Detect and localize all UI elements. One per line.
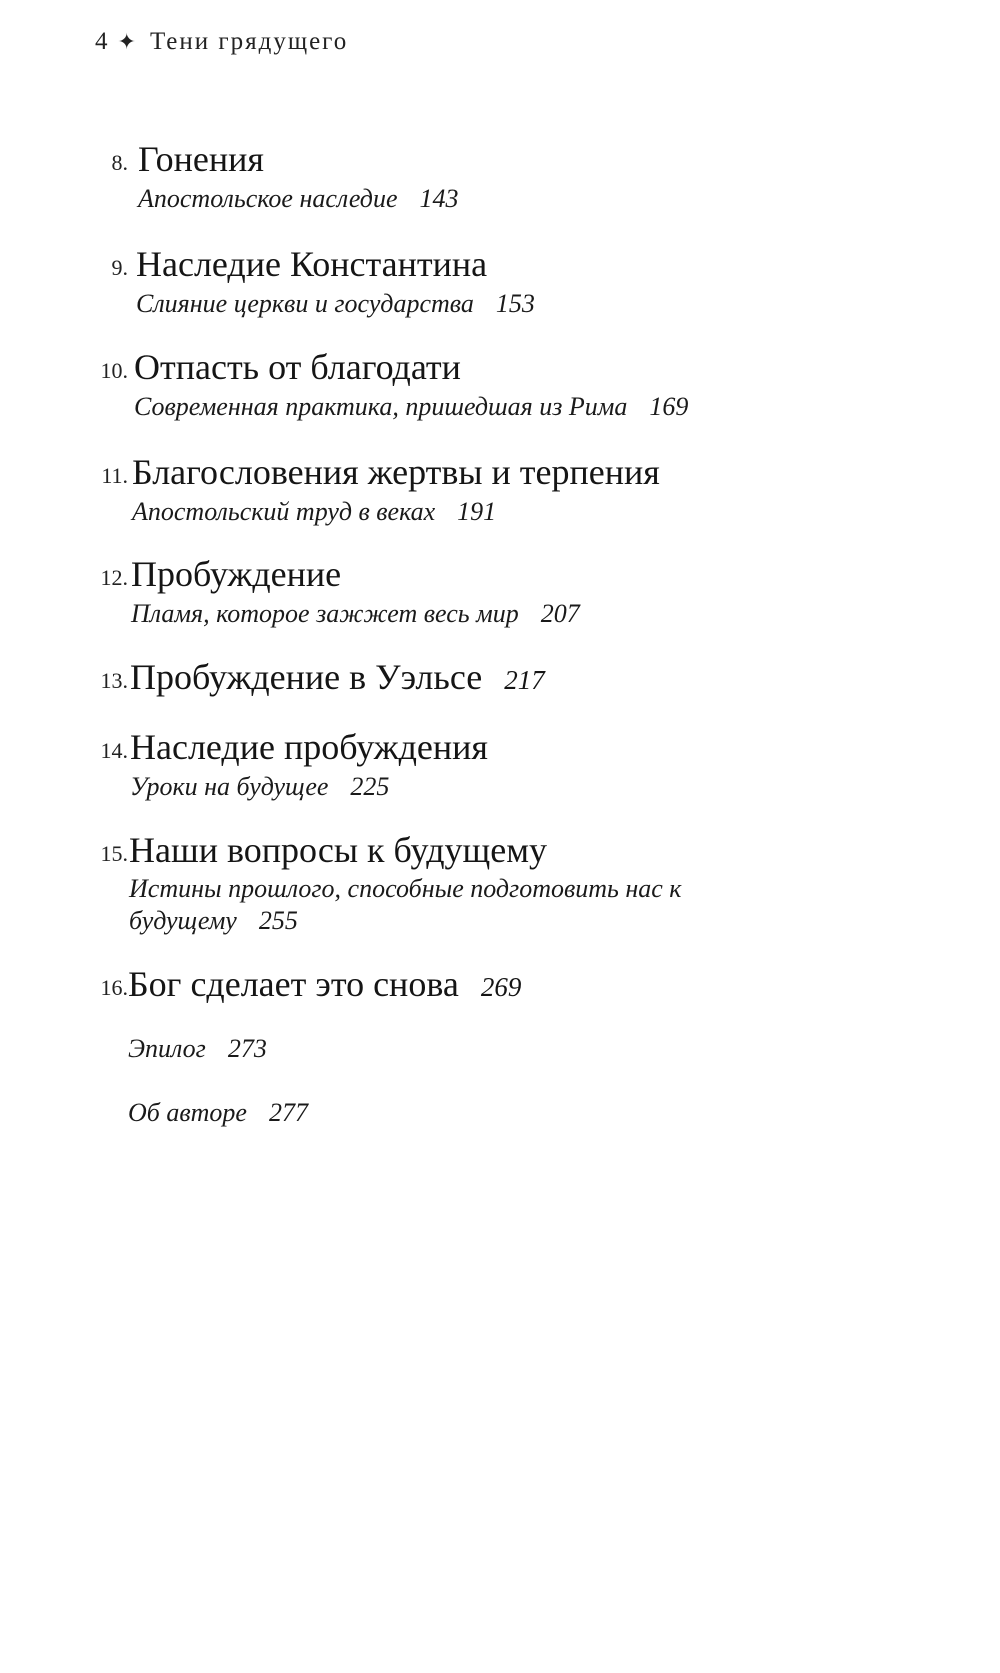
page-ref: 269 <box>480 972 522 1002</box>
ornament-icon: ✦ <box>117 29 138 54</box>
chapter-title: Гонения <box>138 139 264 179</box>
chapter-title: Отпасть от благодати <box>134 347 461 387</box>
chapter-subtitle: Слияние церкви и государства 153 <box>136 289 535 318</box>
chapter-number: 11. <box>101 463 128 488</box>
chapter-number: 16. <box>100 975 128 1000</box>
page-ref: 255 <box>258 906 298 935</box>
chapter-subtitle: Пламя, которое зажжет весь мир 207 <box>131 599 580 628</box>
chapter-subtitle: Апостольский труд в веках 191 <box>132 497 497 526</box>
page-ref: 225 <box>350 772 390 801</box>
page-ref: 143 <box>419 184 459 213</box>
page-ref: 169 <box>649 392 689 421</box>
toc-about-author: Об авторе 277 <box>128 1098 308 1127</box>
page-ref: 273 <box>227 1034 267 1063</box>
chapter-number: 9. <box>111 255 128 280</box>
book-title: Тени грядущего <box>149 28 349 55</box>
page-number: 4 <box>95 28 110 55</box>
chapter-subtitle: Современная практика, пришедшая из Рима 169 <box>134 392 689 421</box>
chapter-number: 14. <box>100 738 128 763</box>
chapter-title: Пробуждение в Уэльсе 217 <box>130 657 545 697</box>
page-ref: 207 <box>540 599 580 628</box>
chapter-subtitle: Апостольское наследие 143 <box>138 184 459 213</box>
page-ref: 191 <box>457 497 497 526</box>
toc-epilogue: Эпилог 273 <box>128 1034 267 1063</box>
page-ref: 277 <box>268 1098 308 1127</box>
page-ref: 153 <box>495 289 535 318</box>
chapter-number: 12. <box>100 565 128 590</box>
chapter-title: Наши вопросы к будущему <box>129 830 548 870</box>
chapter-title: Наследие Константина <box>136 244 488 284</box>
chapter-title: Наследие пробуждения <box>130 727 488 767</box>
chapter-title: Бог сделает это снова 269 <box>128 964 522 1004</box>
chapter-subtitle: Истины прошлого, способные подготовить нас к будущему 255 <box>129 874 682 935</box>
chapter-number: 15. <box>100 841 128 866</box>
chapter-title: Пробуждение <box>131 554 342 594</box>
page-ref: 217 <box>504 665 545 695</box>
chapter-number: 8. <box>111 150 128 175</box>
chapter-number: 10. <box>100 358 128 383</box>
chapter-subtitle: Уроки на будущее 225 <box>130 772 390 801</box>
chapter-title: Благословения жертвы и терпения <box>132 452 660 492</box>
chapter-number: 13. <box>100 668 128 693</box>
